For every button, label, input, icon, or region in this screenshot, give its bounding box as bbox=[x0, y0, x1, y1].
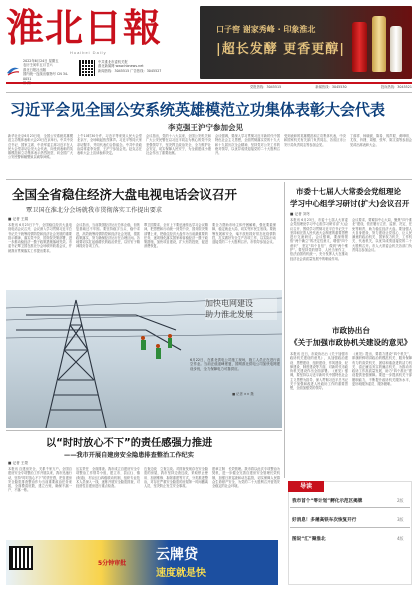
masthead-title: 淮北日報 bbox=[6, 5, 163, 50]
hotline-item: 投诉热线：3045521 bbox=[380, 85, 412, 89]
ad-line-1: 口子窖 谢家秀峰 · 印象淮北 bbox=[216, 25, 316, 34]
story3-body-col1: 本报讯 6月23日，市委十七届人大常委会党组理论学习中心组学习研讨(扩大)会议召开，围绕学习贯彻习近平总书记关于坚持和完善人民代表大会制度的重要思想进行交流研讨。会议强调，要深刻领悟“两个确立”的决定性意义，增强“四个意识”、坚定“四个自信”、做到“两个维护”。要坚持党的领导、人民当家作主、依法治国有机统一，充分发挥人大在推动经济社会高质量发展中的职能作用。 bbox=[290, 218, 348, 261]
ad-text-1: 云牌贷 bbox=[156, 547, 198, 563]
story4-kicker[interactable]: 市政协出台 bbox=[332, 326, 370, 335]
lead-body-col3: 会议指出，党的十八大以来，全国公安机关和广大公安民警在以习近平同志为核心的党中央坚强领导下，坚决捍卫政治安全，全力维护社会安定，切实保障人民安宁，为全面建成小康社会作出了重要贡献。 bbox=[146, 134, 211, 156]
guide-box bbox=[288, 481, 412, 585]
photo-credit: ■ 记者 ×× 摄 bbox=[232, 392, 254, 396]
story5-body-col4: 建章立制 长效管理。我市将以此次专项整治为契机，进一步健全完善自建房安全管理长效机制，加强日常巡查和动态监管，切实保障人民群众生命财产安全，为党的二十大胜利召开营造安全稳定的社会环境。 bbox=[212, 467, 280, 489]
column-divider bbox=[284, 182, 285, 478]
story4-body-col2: 《意见》提出，要着力建设“四个机关”，即旗帜鲜明讲政治的模范机关、服务保障有力的高效机关、团结和谐奋进的活力机关、清正廉洁务实的廉洁机关，为推动市政协工作高质量发展、助力“四个淮北”建设提供坚强保障。要进一步提高机关干部履职能力，不断提升政协机关服务水平，更好地服务委员、服务履职。 bbox=[352, 352, 412, 387]
story2-subheadline: 覃卫国在淮北分会场就我市贯彻落实工作提出要求 bbox=[26, 207, 163, 214]
ad-text-2: 速度就是快 bbox=[156, 568, 206, 579]
lead-subheadline: 李克强王沪宁参加会见 bbox=[168, 123, 243, 132]
guide-item[interactable]: 图说“汇”聚淮北 bbox=[292, 537, 326, 542]
lead-body-col4: 会议强调，要深入学习贯彻习近平新时代中国特色社会主义思想，全面贯彻落实党的十九大和十九届历次全会精神，坚持党对公安工作的绝对领导，以优异成绩迎接党的二十大胜利召开。 bbox=[215, 134, 280, 156]
story5-byline: ■ 记者 王蒙 bbox=[8, 461, 29, 465]
bottle-icon bbox=[372, 16, 386, 72]
guide-rule bbox=[290, 507, 410, 508]
hotline-bar bbox=[250, 85, 412, 89]
story5-body-col3: 边查边改 立查立改。对排查发现存在安全隐患的房屋，我市坚持边查边改，采取停止使用、加固维修、拆除重建等方式，分类推进整治，对存在严重安全隐患的房屋第一时间撤离人员，坚决防止发生安全事故。 bbox=[144, 467, 208, 489]
lead-body-col6: 丁薛祥、杨晓渡、陈希、郭声琨、黄坤明、尤权、肖捷、周强、张军、陈文清等参加会见或出席表彰大会。 bbox=[350, 134, 412, 147]
story4-body-col1: 本报讯 近日，市政协出台《关于加强市政协机关建设的意见》，从加强政治建设、思想建设、组织建设、作风建设、纪律建设、制度建设等方面，对新时代市政协机关建设作出全面部署。《意见》强调，要坚持以习近平新时代中国特色社会主义思想为指导，深入贯彻习近平总书记关于加强和改进人民政协工作的重要思想，全面加强党的领导。 bbox=[290, 352, 348, 391]
story2-headline[interactable]: 全国全省稳住经济大盘电视电话会议召开 bbox=[12, 187, 238, 202]
ad-text-3: 5分钟审批 bbox=[98, 560, 127, 567]
photo-title-line2: 助力淮北发展 bbox=[205, 310, 253, 319]
logo-icon bbox=[6, 62, 20, 74]
issue-info: 2022年6月24日 星期五 农历壬寅年五月廿六 淮北日报社出版 国内统一连续出版物号 CN 34-0051 bbox=[23, 59, 69, 81]
contact-info: 中共淮北市委机关报 淮北新闻网 www.hbnews.net 新闻热线：3045515 广告热线：3045527 bbox=[98, 60, 162, 73]
story2-byline: ■ 记者 王娟 bbox=[8, 217, 29, 221]
story5-headline[interactable]: 以“时时放心不下”的责任感强力推进 bbox=[46, 438, 213, 449]
ad-line-2: |超长发酵 更香更醇| bbox=[216, 42, 345, 57]
guide-page[interactable]: 3版 bbox=[397, 517, 404, 522]
photo-title-line1: 加快电网建设 bbox=[205, 299, 253, 308]
qr-code-icon[interactable] bbox=[79, 60, 95, 76]
story3-headline-2[interactable]: 学习中心组学习研讨(扩大)会议召开 bbox=[290, 199, 410, 208]
story5-body-col2: 压实责任 全面排查。我市成立自建房安全专项整治工作领导小组，建立市、县(区)、镇(街道)、村(社区)四级联动机制，组织专业技术人员深入一线，逐栋开展安全隐患排查，对经营性自建房进行重点检查。 bbox=[76, 467, 140, 489]
story3-byline: ■ 记者 刘冬 bbox=[290, 212, 311, 216]
story3-headline[interactable]: 市委十七届人大常委会党组理论 bbox=[296, 187, 401, 196]
section-rule-2 bbox=[6, 430, 282, 431]
qr-code-icon bbox=[9, 546, 33, 570]
guide-page[interactable]: 2版 bbox=[397, 498, 404, 503]
top-advertisement[interactable] bbox=[200, 6, 412, 79]
story2-body-col2: 会议指出，当前我国经济运行总体企稳，但恢复基础还不牢固。要坚持稳字当头、稳中求进，高效统筹疫情防控和经济社会发展，狠抓政策落实，努力确保经济运行在合理区间。各地要切实扛起稳增长的政治责任，以钉钉子精神抓好各项工作。 bbox=[76, 223, 140, 249]
guide-item[interactable]: 我市首个“零计划”孵化示范区揭牌 bbox=[292, 499, 363, 504]
section-rule bbox=[6, 179, 412, 180]
bottle-icon bbox=[352, 22, 367, 72]
lead-body-col1: 新华社北京6月23日电 全国公安系统英雄模范立功集体表彰大会23日在京举行。中共中央总书记、国家主席、中央军委主席习近平在人民大会堂亲切会见大会代表，向受到表彰的英雄模范和立功集体表示热烈祝贺，向全国广大公安民警和辅警致以诚挚问候。 bbox=[8, 134, 73, 160]
photo-caption: 6月22日，在淮北供电公司施工现场，施工人员正在进行高空作业。当前正值迎峰度夏，国网淮北供电公司加快电网建设步伐，全力保障电力可靠供应。 bbox=[190, 358, 280, 371]
story5-subheadline: ——我市开展自建房安全隐患排查整治工作纪实 bbox=[64, 452, 194, 459]
top-rule bbox=[6, 82, 412, 84]
guide-rule bbox=[290, 527, 410, 528]
photo-title bbox=[205, 298, 277, 320]
hotline-item: 党报热线：3045515 bbox=[250, 85, 282, 89]
lead-body-col5: 受到表彰的英雄模范和立功集体代表，中央和国家机关有关部门负责同志，各省区市公安厅局负责同志等参加会见。 bbox=[284, 134, 346, 147]
masthead-subtitle: Huaibei Daily bbox=[70, 50, 107, 55]
story2-body-col1: 本报讯 6月23日下午，全国稳住经济大盘电视电话会议召开，会议深入学习贯彻习近平总书记关于统筹疫情防控和经济社会发展的重要指示精神，落实党中央、国务院决策部署，进一步推动稳经济一揽子政策措施落地见效。市委书记覃卫国在淮北分会场收听收看会议，并就我市贯彻落实工作提出要求。 bbox=[8, 223, 72, 253]
bottle-icon bbox=[390, 26, 402, 72]
lead-headline[interactable]: 习近平会见全国公安系统英雄模范立功集体表彰大会代表 bbox=[10, 101, 385, 119]
hotline-item: 新闻热线：3045530 bbox=[315, 85, 347, 89]
story5-body-col1: 本报讯 自建房安全，关系千家万户。全国自建房安全专项整治工作开展以来，我市迅速行动，坚持“时时放心不下”的责任感，把自建房安全隐患排查整治作为当前重要政治任务来抓，全面摸清底数，建立台账，确保不漏一户、不落一栋。 bbox=[8, 467, 72, 493]
story3-body-col2: 会议要求，要紧扣中心大局，聚焦“四个淮北”建设，依法履行立法、监督、决定、任免等职责，助力稳住经济大盘。要加强人大自身建设，努力建设让党放心、让人民满意的政治机关、国家权力机关、工作机关、代表机关，以优异成绩迎接党的二十大胜利召开。市人大常委会机关各部门负责同志参加会议。 bbox=[352, 218, 412, 253]
story4-headline[interactable]: 《关于加强市政协机关建设的意见》 bbox=[290, 338, 412, 347]
story2-body-col3: 覃卫国要求，全市上下要迅速传达学习会议精神，把思想和行动统一到党中央、国务院决策部署上来，把稳住经济大盘作为当前最重要的任务，逐项细化落实国家和省稳经济一揽子政策措施，加快项目建设，扩大有效投资，促进消费恢复。 bbox=[144, 223, 208, 249]
hotline-rule bbox=[6, 92, 412, 93]
guide-item[interactable]: 好消息！多趟高铁车次恢复开行 bbox=[292, 518, 357, 523]
lead-body-col2: 上午10时30分许，习近平等来到人民大会堂北京厅，全场响起热烈掌声。习近平等同大家亲切握手，并同代表们合影留念。中共中央政治局常委李克强、王沪宁参加会见。赵克志在表彰大会上宣读表彰决定。 bbox=[77, 134, 142, 156]
guide-tag: 导读 bbox=[288, 481, 324, 492]
story2-body-col4: 要全力帮助市场主体纾困解难，强化要素保障，稳定就业大局，切实兜牢民生底线。要统筹发展和安全，毫不放松抓好常态化疫情防控，扎实做好安全生产各项工作，以实际行动迎接党的二十大胜利召开。市领导参加会议。 bbox=[212, 223, 276, 245]
bottom-advertisement[interactable] bbox=[6, 540, 278, 585]
guide-page[interactable]: 4版 bbox=[397, 536, 404, 541]
